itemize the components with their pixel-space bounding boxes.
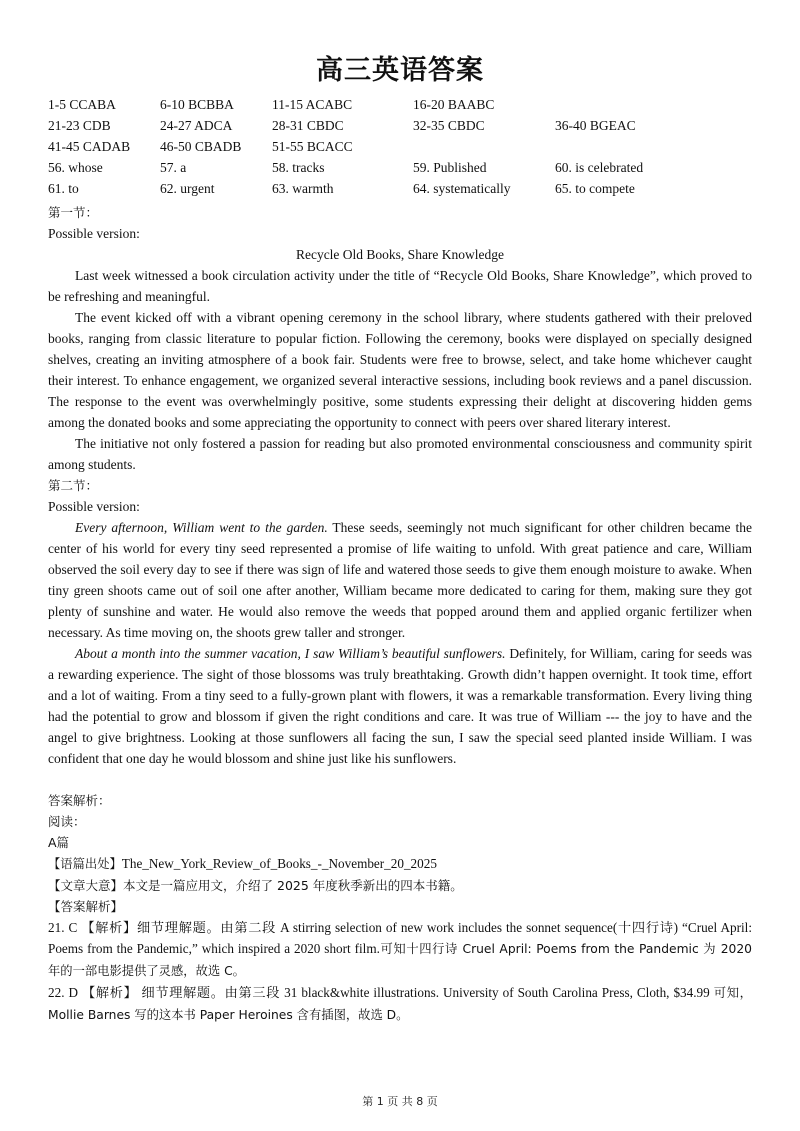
answer-cell: 6-10 BCBBA <box>160 97 234 112</box>
answer-cell: 28-31 CBDC <box>272 118 344 133</box>
passage-label: A篇 <box>48 835 70 850</box>
section-label: 第二节： <box>48 478 99 493</box>
question-explanation <box>48 917 752 982</box>
page-title: 高三英语答案 <box>316 55 484 86</box>
source-label: 【语篇出处】 <box>48 857 122 871</box>
answer-cell: 11-15 ACABC <box>272 97 353 112</box>
possible-version-label: Possible version: <box>48 226 140 241</box>
source-line <box>48 853 752 875</box>
essay-paragraph: The initiative not only fostered a passion for reading but also promoted environmental consciousness and community spirit among students. <box>48 436 752 472</box>
story-paragraph <box>48 517 752 643</box>
story-paragraph <box>48 643 752 769</box>
question-explanation <box>48 982 752 1026</box>
essay-title: Recycle Old Books, Share Knowledge <box>295 247 505 262</box>
summary-label: 【文章大意】 <box>48 878 124 893</box>
q22-line1: 22. D 【解析】 细节理解题。由第三段 31 black&white illustrations. University of South Carolina Press, Cloth, $34.99 <box>48 985 710 1000</box>
story-text: These seeds, seemingly not much significant for other children became the center of his world for every tiny seed represented a promise of life waiting to unfold. With great patience and care, William observed the soil every day to see if there was sign of life and watered those seeds to give them enough moisture to awake. When tiny green shoots came out of soil one after another, William became more dedicated to caring for them, making sure they got plenty of sunshine and water. He would also remove the weeds that popped around them and applied organic fertilizer when necessary. As time moving on, the shoots grew taller and stronger. <box>48 520 753 640</box>
answer-cell: 41-45 CADAB <box>48 139 131 154</box>
q22-line2: 可知，Mollie Barnes 写的这本书 Paper Heroines 含有插图，故选 D。 <box>48 986 752 1022</box>
answer-analysis-label: 【答案解析】 <box>48 899 124 914</box>
possible-version-label: Possible version: <box>48 499 140 514</box>
story-lead-sentence: About a month into the summer vacation, I saw William’s beautiful sunflowers. <box>75 646 506 661</box>
answer-cell: 60. is celebrated <box>555 160 644 175</box>
analysis-heading: 答案解析： <box>48 793 111 808</box>
answer-row <box>48 181 752 202</box>
answer-cell: 64. systematically <box>413 181 511 196</box>
summary-line <box>48 875 752 896</box>
answer-cell: 21-23 CDB <box>48 118 111 133</box>
story-text: Definitely, for William, caring for seeds was a rewarding experience. The sight of those blossoms was truly breathtaking. Growth didn’t happen overnight. It took time, effort and a lot of waiting. From a tiny seed to a fully-grown plant with flowers, it was a remarkable transformation. Every living thing had the potential to grow and blossom if given the right conditions and care. It was true of William --- the joy to have and the angel to give brightness. Looking at those sunflowers all facing the sun, I saw the special seed planted inside William. I was confident that one day he would blossom and shine just like his sunflowers. <box>48 646 752 766</box>
answer-key-table <box>48 97 752 202</box>
answer-row <box>48 139 752 160</box>
answer-cell: 58. tracks <box>272 160 325 175</box>
summary-text: 本文是一篇应用文，介绍了 2025 年度秋季新出的四本书籍。 <box>123 878 463 893</box>
reading-label: 阅读： <box>48 814 86 829</box>
answer-cell: 24-27 ADCA <box>160 118 233 133</box>
answer-cell: 63. warmth <box>272 181 334 196</box>
page-footer: 第 1 页 共 8 页 <box>362 1095 438 1108</box>
answer-cell: 32-35 CBDC <box>413 118 485 133</box>
story-lead-sentence: Every afternoon, William went to the garden. <box>75 520 328 535</box>
answer-cell: 16-20 BAABC <box>413 97 495 112</box>
answer-cell: 59. Published <box>413 160 487 175</box>
answer-cell: 36-40 BGEAC <box>555 118 636 133</box>
q21-line2: 可知十四行诗 Cruel April: Poems from the Pandemic 为 2020 年的一部电影提供了灵感，故选 C。 <box>48 942 752 978</box>
answer-cell: 62. urgent <box>160 181 215 196</box>
spacer <box>48 769 752 790</box>
essay-paragraph: Last week witnessed a book circulation activity under the title of “Recycle Old Books, Share Knowledge”, which proved to be refreshing and meaningful. <box>48 268 752 304</box>
answer-row <box>48 118 752 139</box>
source-text: The_New_York_Review_of_Books_-_November_20_2025 <box>121 856 437 871</box>
answer-cell: 1-5 CCABA <box>48 97 116 112</box>
q21-line1: 21. C 【解析】细节理解题。由第二段 A stirring selection of new work includes the sonnet sequence(十四行诗) “Cruel April: Poems from the Pandemic,” which inspired a 2020 short film. <box>48 920 752 956</box>
answer-cell: 57. a <box>160 160 187 175</box>
answer-cell: 65. to compete <box>555 181 635 196</box>
answer-cell: 56. whose <box>48 160 103 175</box>
document-body <box>48 202 752 1026</box>
answer-row <box>48 97 752 118</box>
answer-cell: 46-50 CBADB <box>160 139 242 154</box>
answer-cell: 51-55 BCACC <box>272 139 353 154</box>
section-label: 第一节： <box>48 205 99 220</box>
answer-row <box>48 160 752 181</box>
answer-cell: 61. to <box>48 181 79 196</box>
essay-paragraph: The event kicked off with a vibrant opening ceremony in the school library, where students gathered with their preloved books, ranging from classic literature to popular fiction. Following the ceremony, books were displayed on specially designed shelves, creating an inviting atmosphere of a book fair. Students were free to browse, select, and take home whichever caught their interest. To enhance engagement, we organized several interactive sessions, including book reviews and a panel discussion. The response to the event was overwhelmingly positive, some students expressing their delight at discovering hidden gems among the donated books and some appreciating the opportunity to connect with peers over shared literary interest. <box>48 310 752 430</box>
